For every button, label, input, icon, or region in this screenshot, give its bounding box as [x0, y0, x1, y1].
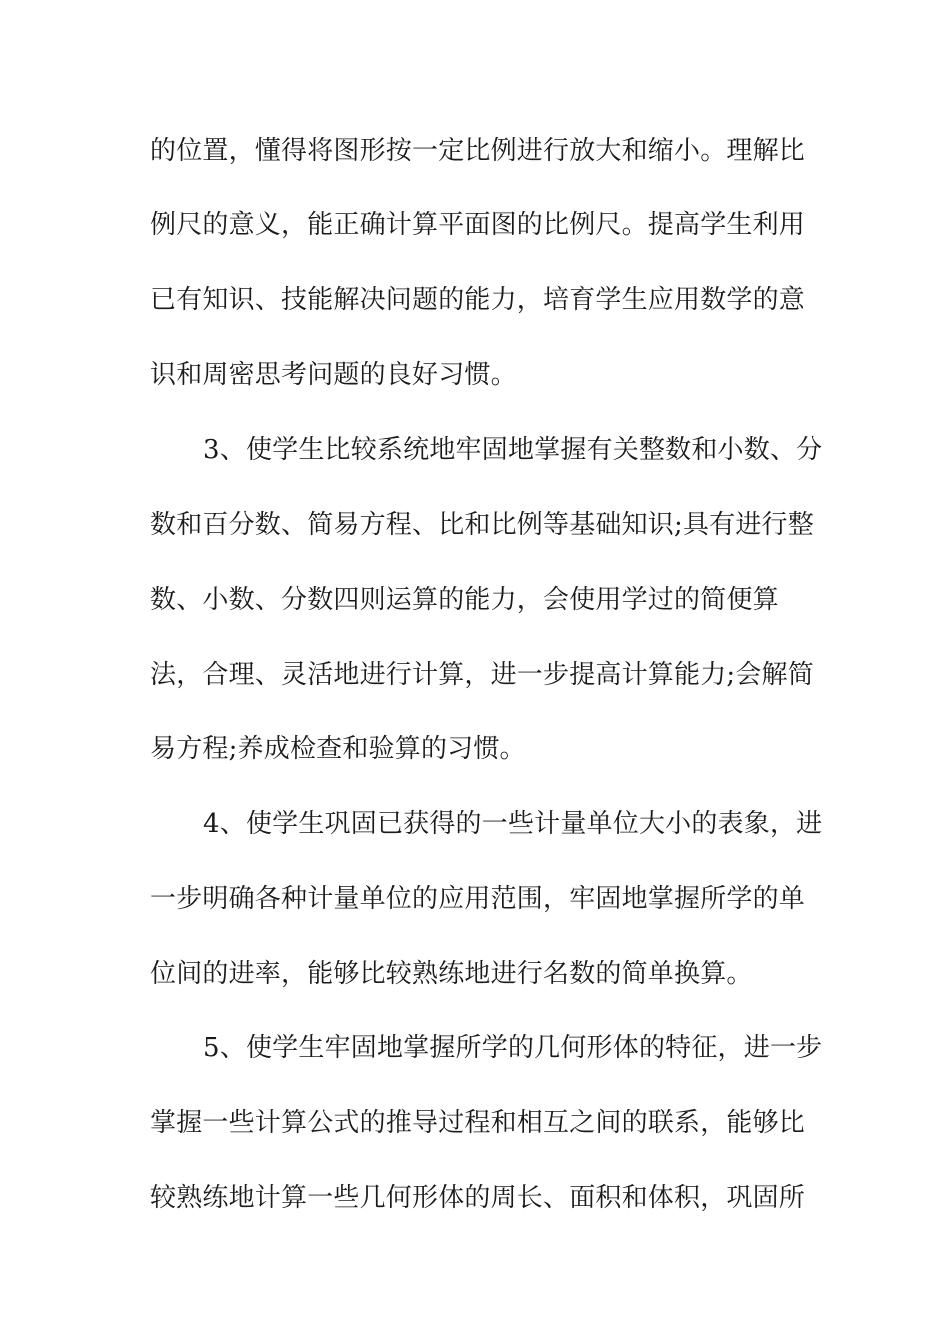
paragraph-start-4: 4、使学生巩固已获得的一些计量单位大小的表象，进 — [203, 809, 823, 839]
text-line: 法，合理、灵活地进行计算，进一步提高计算能力;会解简 — [150, 660, 814, 690]
text-line: 一步明确各种计量单位的应用范围，牢固地掌握所学的单 — [150, 884, 806, 914]
text-line: 数和百分数、简易方程、比和比例等基础知识;具有进行整 — [150, 510, 814, 540]
paragraph-start-5: 5、使学生牢固地掌握所学的几何形体的特征，进一步 — [203, 1033, 823, 1063]
text-line: 例尺的意义，能正确计算平面图的比例尺。提高学生利用 — [150, 210, 806, 240]
text-line: 较熟练地计算一些几何形体的周长、面积和体积，巩固所 — [150, 1183, 806, 1213]
paragraph-start-3: 3、使学生比较系统地牢固地掌握有关整数和小数、分 — [203, 435, 823, 465]
text-line: 数、小数、分数四则运算的能力，会使用学过的简便算 — [150, 585, 779, 615]
text-line: 已有知识、技能解决问题的能力，培育学生应用数学的意 — [150, 285, 806, 315]
text-line: 的位置，懂得将图形按一定比例进行放大和缩小。理解比 — [150, 136, 806, 166]
text-line: 识和周密思考问题的良好习惯。 — [150, 360, 517, 390]
text-line: 掌握一些计算公式的推导过程和相互之间的联系，能够比 — [150, 1108, 806, 1138]
text-line: 位间的进率，能够比较熟练地进行名数的简单换算。 — [150, 959, 753, 989]
text-line: 易方程;养成检查和验算的习惯。 — [150, 734, 526, 764]
